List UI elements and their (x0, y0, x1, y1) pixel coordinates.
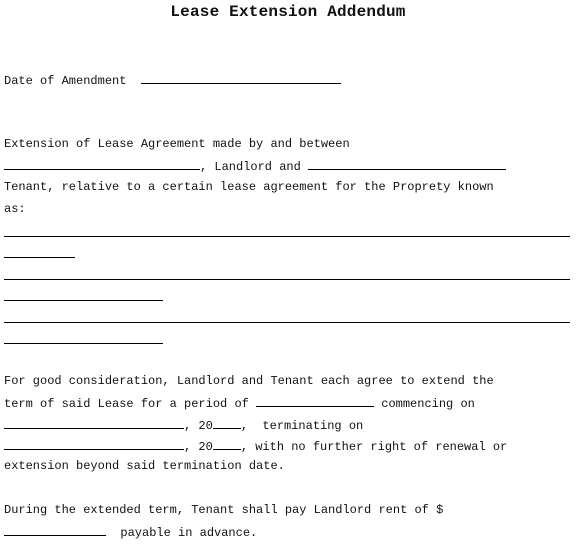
terminating-year-blank[interactable] (213, 438, 241, 450)
comma-20-b-text: , 20 (184, 440, 213, 454)
payable-in-advance-text: payable in advance. (120, 526, 258, 540)
rent-amount-blank[interactable] (4, 524, 106, 536)
property-line-1[interactable] (4, 236, 570, 237)
term-period-row (4, 395, 475, 411)
property-line-5[interactable] (4, 322, 570, 323)
consideration-line: For good consideration, Landlord and Tenant each agree to extend the (4, 374, 494, 388)
property-line-6[interactable] (4, 343, 163, 344)
tenant-name-blank[interactable] (308, 158, 506, 170)
rent-amount-row (4, 524, 257, 540)
intro-line: Extension of Lease Agreement made by and between (4, 137, 350, 151)
period-blank[interactable] (256, 395, 374, 407)
tenant-relative-line: Tenant, relative to a certain lease agreement for the Proprety known (4, 180, 494, 194)
date-label: Date of Amendment (4, 74, 127, 88)
terminating-date-row (4, 438, 507, 454)
landlord-name-blank[interactable] (4, 158, 200, 170)
property-line-4[interactable] (4, 300, 163, 301)
landlord-and-text: , Landlord and (200, 160, 301, 174)
rent-line: During the extended term, Tenant shall pay Landlord rent of $ (4, 503, 444, 517)
property-line-2[interactable] (4, 257, 75, 258)
commencing-on-text: commencing on (381, 397, 475, 411)
date-of-amendment-blank[interactable] (141, 72, 341, 84)
extension-line: extension beyond said termination date. (4, 459, 285, 473)
document-title: Lease Extension Addendum (170, 3, 406, 21)
commencing-year-blank[interactable] (213, 417, 241, 429)
date-of-amendment-row (4, 72, 341, 88)
terminating-on-text: , terminating on (240, 419, 364, 433)
commencing-date-blank[interactable] (4, 417, 184, 429)
parties-row (4, 158, 506, 174)
as-label: as: (4, 202, 26, 216)
property-line-3[interactable] (4, 279, 570, 280)
comma-20-text: , 20 (184, 419, 213, 433)
terminating-date-blank[interactable] (4, 438, 184, 450)
term-prefix: term of said Lease for a period of (4, 397, 249, 411)
no-renewal-text: , with no further right of renewal or (240, 440, 508, 454)
commencing-date-row (4, 417, 363, 433)
